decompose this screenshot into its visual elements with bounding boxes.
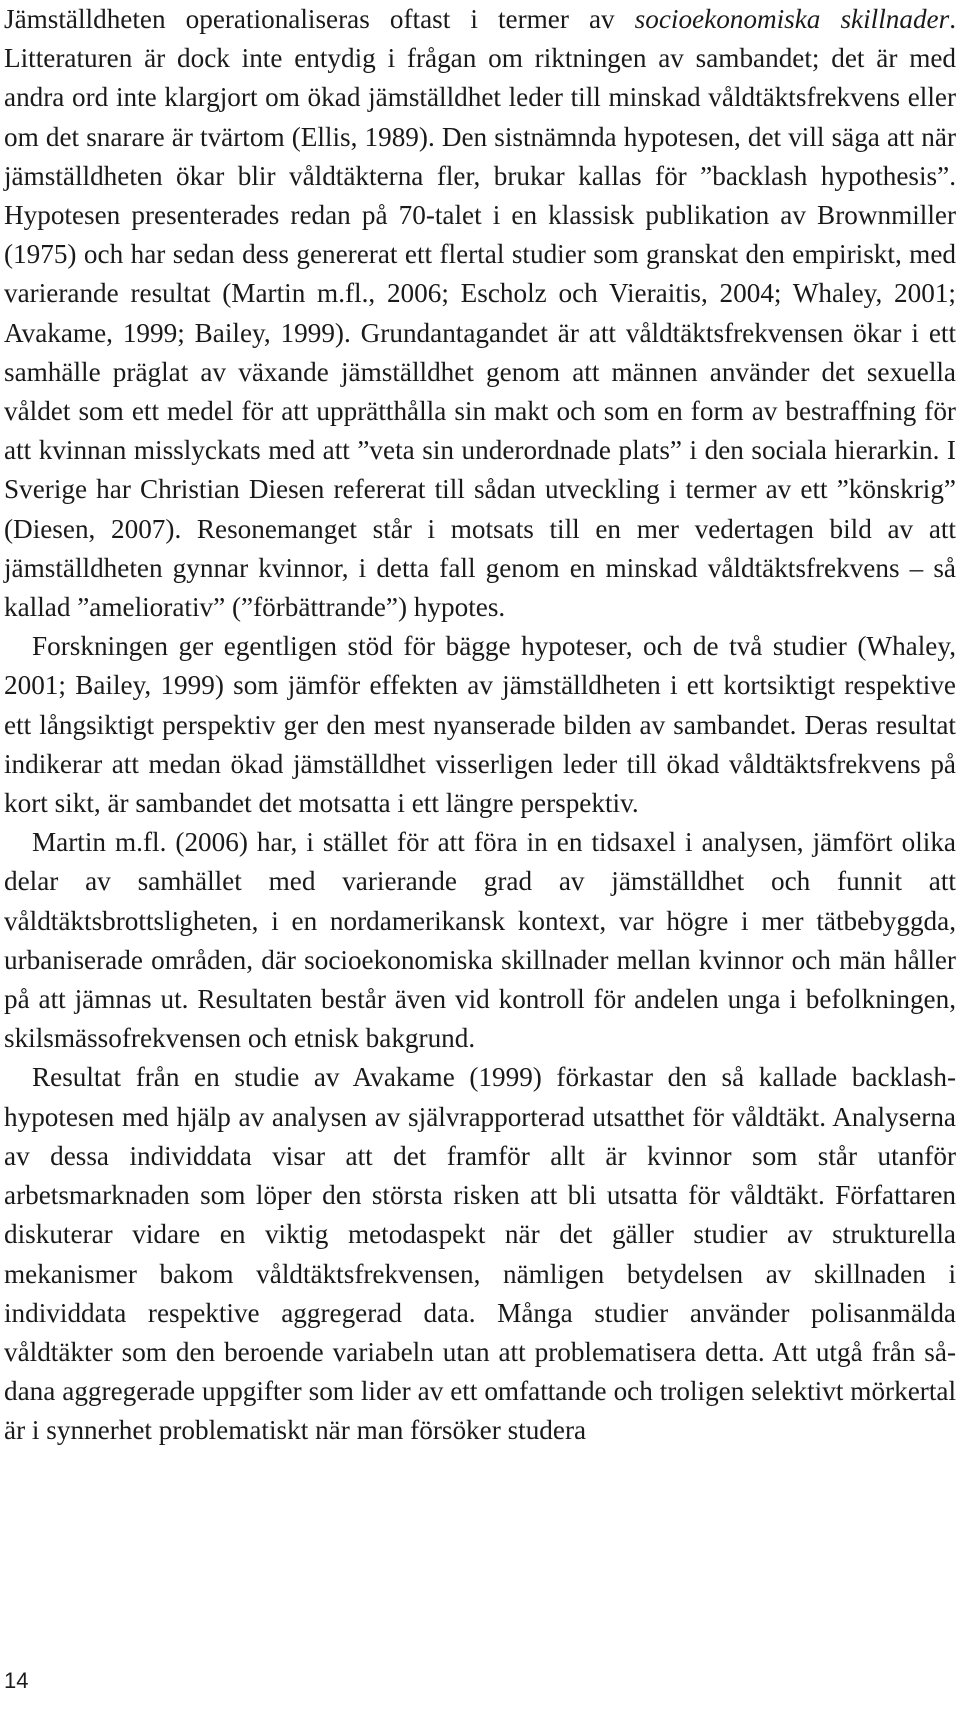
paragraph-2: Forskningen ger egentligen stöd för bägge hypoteser, och de två studier (Whaley, 2001; Bailey, 1999) som jämför effekten av jämställdheten i ett kortsiktigt respektive ett långsiktigt perspektiv ger den mest nyanserade bilden av sambandet. Deras resultat indikerar att medan ökad jämställdhet visserligen leder till ökad våldtäktsfrekvens på kort sikt, är sambandet det motsatta i ett längre perspektiv. xyxy=(4,631,956,819)
paragraph-3: Martin m.fl. (2006) har, i stället för att föra in en tidsaxel i analysen, jämfört olika delar av samhället med varierande grad av jämställdhet och funnit att våldtäktsbrottsligheten, i en nordamerikansk kontext, var högre i mer tätbebyggda, urbaniserade områden, där socioekonomiska skillnader mellan kvinnor och män håller på att jämnas ut. Resultaten består även vid kontroll för andelen unga i befolkningen, skilsmässofrekvensen och etnisk bakgrund. xyxy=(4,827,956,1054)
paragraph-4: Resultat från en studie av Avakame (1999) förkastar den så kallade backlash-hypotesen med hjälp av analysen av självrapporterad utsatthet för våldtäkt. Analyserna av dessa individdata visar att det framför allt är kvinnor som står utanför arbetsmarknaden som löper den största risken att bli utsatta för våldtäkt. Författaren diskuterar vidare en viktig metodaspekt när det gäller studier av strukturella mekanismer bakom våldtäktsfrekvensen, nämligen betydelsen av skillnaden i individdata respektive aggregerad data. Många studier använder polisanmälda våldtäkter som den beroende variabeln utan att problematisera detta. Att utgå från sådana aggregerade uppgifter som lider av ett omfattande och troligen selektivt mörkertal är i synnerhet problematiskt när man försöker studera xyxy=(4,1062,956,1446)
page-number: 14 xyxy=(4,1668,29,1693)
document-body xyxy=(4,0,956,1451)
paragraph-1: Jämställdheten operationaliseras oftast i termer av socioekonomiska skillnader. Litteraturen är dock inte entydig i frågan om riktningen av sambandet; det är med andra ord inte klargjort om ökad jämställdhet leder till minskad våldtäktsfrekvens eller om det snarare är tvärtom (Ellis, 1989). Den sistnämnda hypotesen, det vill säga att när jämställdheten ökar blir våldtäkterna fler, brukar kallas för ”backlash hypothesis”. Hypotesen presenterades redan på 70-talet i en klassisk publikation av Brownmiller (1975) och har sedan dess genererat ett flertal studier som granskat den empiriskt, med varierande resultat (Martin m.fl., 2006; Escholz och Vieraitis, 2004; Whaley, 2001; Avakame, 1999; Bailey, 1999). Grundantagandet är att våldtäktsfrekvensen ökar i ett samhälle präglat av växande jämställdhet genom att männen använder det sexuella våldet som ett medel för att upprätthålla sin makt och som en form av bestraffning för att kvinnan misslyckats med att ”veta sin underordnade plats” i den sociala hierarkin. I Sverige har Christian Diesen refererat till sådan utveckling i termer av ett ”könskrig” (Diesen, 2007). Resonemanget står i motsats till en mer vedertagen bild av att jämställdheten gynnar kvinnor, i detta fall genom en minskad våldtäktsfrekvens – så kallad ”ameliorativ” (”förbättrande”) hypotes. xyxy=(4,4,956,623)
